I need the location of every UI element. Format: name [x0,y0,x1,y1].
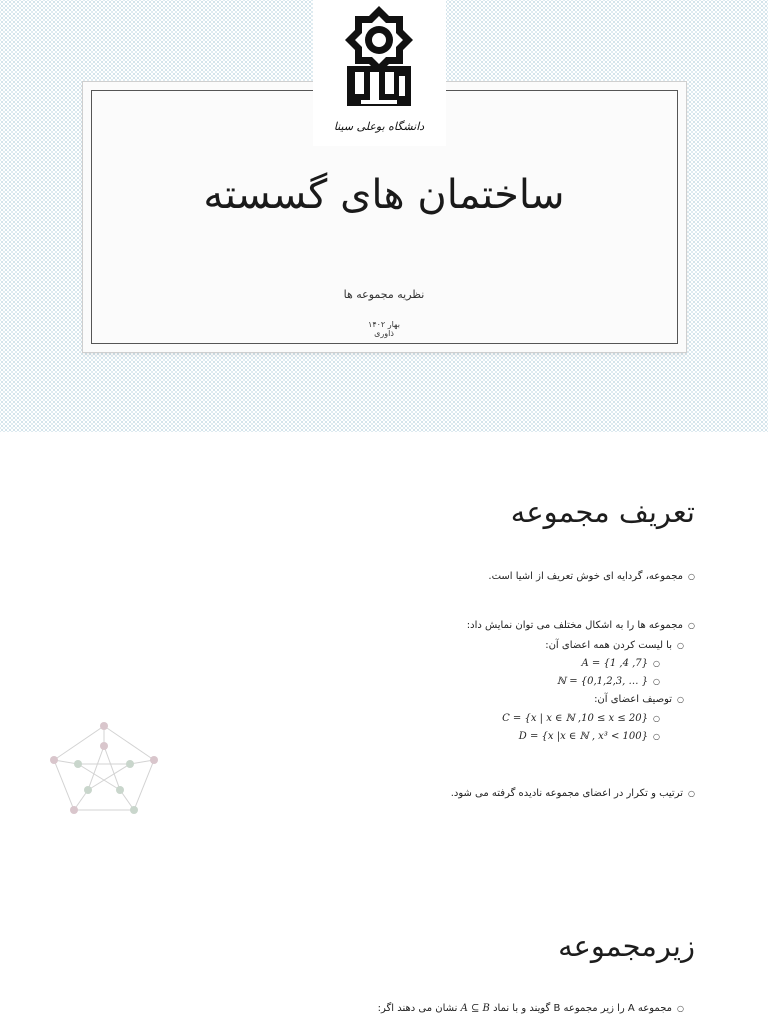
logo-caption: دانشگاه بوعلی سینا [333,120,425,133]
university-logo [313,0,446,146]
definition-heading: تعریف مجموعه [510,495,695,529]
bullet-icon: ○ [677,641,684,650]
bullet-icon: ○ [653,714,660,723]
bullet-icon: ○ [688,572,695,581]
bullet-description: ○توصیف اعضای آن: [594,694,684,705]
university-emblem-icon [313,0,446,146]
bullet-icon: ○ [688,789,695,798]
bullet-order-repetition: ○ترتیب و تکرار در اعضای مجموعه نادیده گرفته می شود. [450,788,695,799]
bullet-set-c: ○C = {x | x ∈ ℕ ,10 ≤ x ≤ 20} [502,713,660,724]
bullet-icon: ○ [653,659,660,668]
bullet-subset-definition: ○مجموعه A را زیر مجموعه B گویند و با نماد A ⊆ B نشان می دهند اگر: [377,1003,684,1014]
title-slide [0,0,768,432]
date-line-2: ذاوری [374,329,394,338]
subset-heading: زیرمجموعه [558,929,695,963]
bullet-set-a: ○A = {1 ,4 ,7} [581,658,660,669]
petersen-graph-illustration [48,718,160,818]
bullet-listing: ○با لیست کردن همه اعضای آن: [545,640,684,651]
bullet-icon: ○ [688,621,695,630]
presentation-subtitle: نظریه مجموعه ها [343,288,425,301]
bullet-set-d: ○D = {x |x ∈ ℕ , x³ < 100} [518,731,660,742]
bullet-icon: ○ [677,1004,684,1013]
bullet-set-n: ○ℕ = {0,1,2,3, … } [556,676,660,687]
bullet-icon: ○ [653,677,660,686]
date-line-1: بهار ۱۴۰۲ [368,320,400,329]
bullet-icon: ○ [677,695,684,704]
subset-notation: A ⊆ B [460,1003,490,1014]
presentation-date [95,320,673,338]
presentation-title: ساختمان های گسسته [203,172,565,218]
bullet-definition: ○مجموعه، گردایه ای خوش تعریف از اشیا است. [488,571,695,582]
bullet-representations: ○مجموعه ها را به اشکال مختلف می توان نمایش داد: [466,620,695,631]
bullet-icon: ○ [653,732,660,741]
